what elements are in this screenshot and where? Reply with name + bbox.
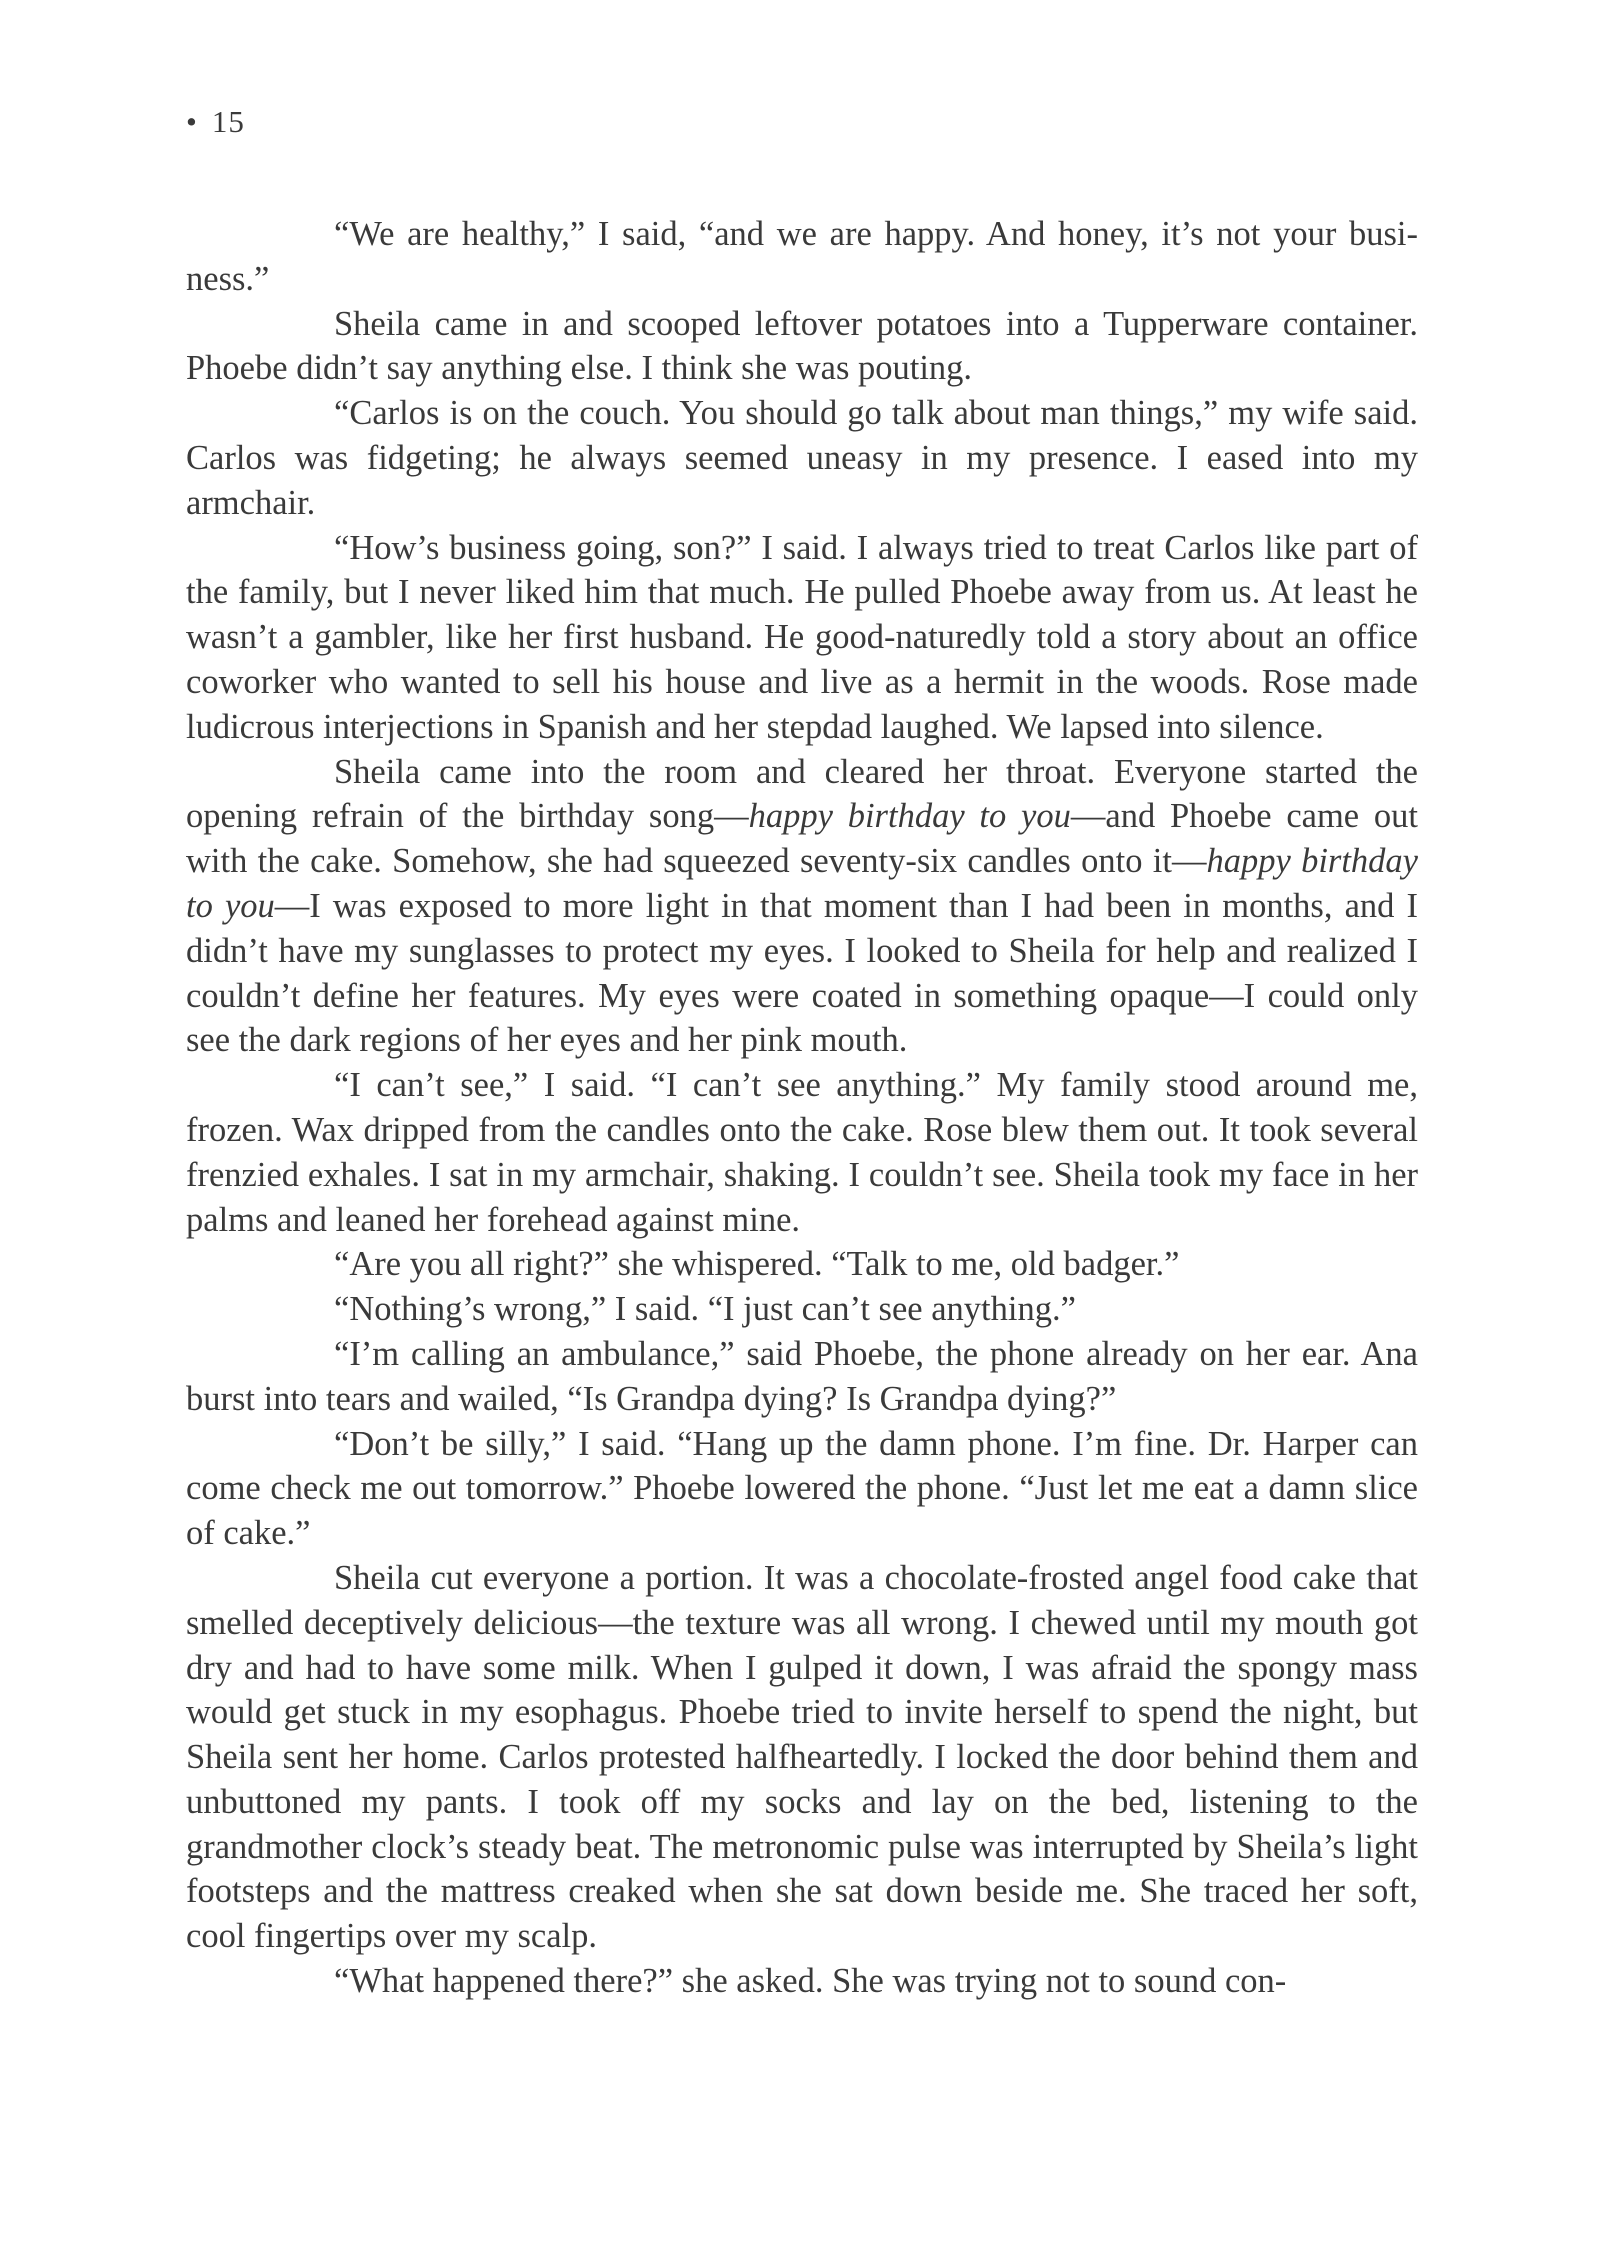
- text-segment: “Nothing’s wrong,” I said. “I just can’t see anything.”: [334, 1290, 1076, 1329]
- text-segment: —I was exposed to more light in that moment than I had been in months, and I didn’t have my sunglasses to protect my eyes. I looked to Sheila for help and realized I couldn’t define her features. My eyes were coated in something opaque—I could only see the dark regions of her eyes and her pink mouth.: [186, 886, 1418, 1060]
- page-header: [186, 104, 245, 140]
- text-segment: Sheila cut everyone a portion. It was a chocolate-frosted angel food cake that smelled deceptively delicious—the texture was all wrong. I chewed until my mouth got dry and had to have some milk. When I gulped it down, I was afraid the spongy mass would get stuck in my esophagus. Phoebe tried to invite herself to spend the night, but Sheila sent her home. Carlos protested halfheartedly. I locked the door behind them and unbuttoned my pants. I took off my socks and lay on the bed, listening to the grandmother clock’s steady beat. The metronomic pulse was interrupted by Sheila’s light footsteps and the mattress creaked when she sat down beside me. She traced her soft, cool fingertips over my scalp.: [186, 1558, 1418, 1956]
- paragraph: [186, 1242, 1418, 1287]
- text-segment: “Don’t be silly,” I said. “Hang up the damn phone. I’m fine. Dr. Harper can come check me out tomorrow.” Phoebe lowered the phone. “Just let me eat a damn slice of cake.”: [186, 1424, 1418, 1553]
- header-bullet: •: [186, 104, 198, 139]
- paragraph: [186, 212, 1418, 302]
- paragraph: [186, 750, 1418, 1064]
- italic-lyric: happy birthday to you: [748, 797, 1071, 836]
- text-segment: “Are you all right?” she whispered. “Talk to me, old badger.”: [334, 1245, 1180, 1284]
- paragraph: [186, 1422, 1418, 1556]
- text-segment: Sheila came in and scooped leftover potatoes into a Tupperware container. Phoebe didn’t say anything else. I think she was pouting.: [186, 304, 1418, 388]
- text-segment: “What happened there?” she asked. She was trying not to sound con-: [334, 1962, 1287, 2001]
- paragraph: [186, 526, 1418, 750]
- paragraph: [186, 1287, 1418, 1332]
- text-segment: —and Phoebe came out with the cake. Somehow, she had squeezed seventy-six candles onto it—: [186, 797, 1418, 881]
- text-segment: “We are healthy,” I said, “and we are happy. And honey, it’s not your busi-ness.”: [186, 215, 1418, 298]
- text-segment: “Carlos is on the couch. You should go talk about man things,” my wife said. Carlos was fidgeting; he always seemed uneasy in my presence. I eased into my armchair.: [186, 394, 1418, 522]
- text-segment: “I can’t see,” I said. “I can’t see anything.” My family stood around me, frozen. Wax dripped from the candles onto the cake. Rose blew them out. It took several frenzied exhales. I sat in my armchair, shaking. I couldn’t see. Sheila took my face in her palms and leaned her forehead against mine.: [186, 1066, 1418, 1239]
- text-segment: Sheila came into the room and cleared her throat. Everyone started the opening refrain of the birthday song—: [186, 752, 1418, 836]
- paragraph: [186, 1332, 1418, 1422]
- text-segment: “I’m calling an ambulance,” said Phoebe, the phone already on her ear. Ana burst into tears and wailed, “Is Grandpa dying? Is Grandpa dying?”: [186, 1334, 1418, 1418]
- italic-lyric: happy birthday to you: [186, 842, 1418, 925]
- paragraph: [186, 1556, 1418, 1959]
- paragraph: [186, 1959, 1418, 2004]
- paragraph: [186, 391, 1418, 525]
- body-text: [186, 212, 1418, 2004]
- paragraph: [186, 1063, 1418, 1242]
- page-number: 15: [211, 104, 245, 139]
- paragraph: [186, 302, 1418, 392]
- text-segment: “How’s business going, son?” I said. I always tried to treat Carlos like part of the family, but I never liked him that much. He pulled Phoebe away from us. At least he wasn’t a gambler, like her first husband. He good-naturedly told a story about an office coworker who wanted to sell his house and live as a hermit in the woods. Rose made ludicrous interjections in Spanish and her stepdad laughed. We lapsed into silence.: [186, 528, 1418, 746]
